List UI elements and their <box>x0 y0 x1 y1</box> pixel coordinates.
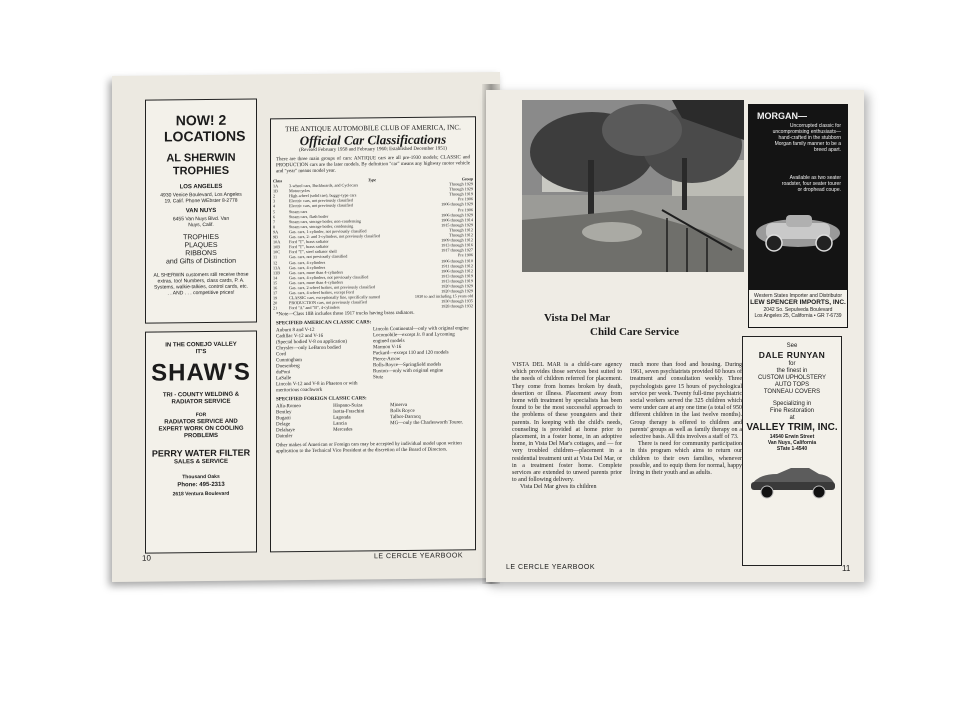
class-group: 1911 through 1912 <box>441 262 473 269</box>
class-type: Steam cars, storage boiler, condensing <box>289 223 354 230</box>
class-group: Through 1929 <box>449 181 473 187</box>
class-type: CLASSIC cars, exceptionally fine, specifically named <box>289 294 380 301</box>
american-car-item: Cord <box>276 352 286 358</box>
sherwin-loc2-addr: 6455 Van Nuys Blvd. Van Nuys, Calif. <box>172 215 230 229</box>
runyan-line1: CUSTOM UPHOLSTERY <box>757 375 827 381</box>
class-type: Gas. cars, 1-cylinder, not previously classified <box>289 228 367 235</box>
class-code: 9A <box>273 229 279 235</box>
class-group: Through 1912 <box>449 232 473 238</box>
foreign-car-item: Delage <box>276 422 291 428</box>
class-group: 1913 through 1919 <box>441 278 473 284</box>
foreign-car-item: Alfa-Romeo <box>276 404 301 410</box>
article-col2-end: There is need for community participation in this program which aims to return our children to their own families, whenever possible, and to equip them for normal, happy living in their youth and as adults. <box>630 441 742 477</box>
article-column-1 <box>512 362 622 492</box>
american-car-item: Chrysler—only LeBaron bodied <box>276 346 341 352</box>
convertible-car-illustration <box>747 456 837 500</box>
runyan-name: DALE RUNYAN <box>758 350 826 360</box>
american-car-item: Locomobile—except Jr. 8 and Lycoming engined models <box>373 332 455 345</box>
foreign-right <box>390 403 470 440</box>
sherwin-name: AL SHERWIN TROPHIES <box>166 151 236 178</box>
shaws-addr: 2618 Ventura Boulevard <box>172 490 230 498</box>
foreign-lists <box>276 403 470 441</box>
col-group: Group <box>461 176 473 182</box>
class-group: Pre 1906 <box>457 206 473 212</box>
foreign-car-item: Minerva <box>390 403 408 409</box>
class-type: PRODUCTION cars, not previously classified <box>289 299 367 306</box>
class-type: Gas. cars, more than 4-cylinders <box>289 279 344 286</box>
shaws-phone: Phone: 495-2313 <box>177 481 225 489</box>
class-group: 1906 through 1912 <box>441 267 473 274</box>
class-code: 13A <box>273 264 281 270</box>
class-type: Gas. cars, 4-cylinders <box>289 259 326 265</box>
classifications-intro: There are three main groups of cars: ANTIQUE cars are all pre-1930 models; CLASSIC and PRODUCTION cars are the later models. By definition "car" means any highway motor vehicle and "year" means model year. <box>276 155 470 175</box>
class-group: 1913 through 1919 <box>441 273 473 279</box>
foreign-car-item: Hispano-Suiza <box>333 403 363 410</box>
runyan-for: for <box>788 361 796 367</box>
sherwin-headline: NOW! 2 LOCATIONS <box>164 111 246 145</box>
shaws-filter: PERRY WATER FILTER <box>151 447 251 459</box>
club-name: THE ANTIQUE AUTOMOBILE CLUB OF AMERICA, INC. <box>285 123 461 134</box>
american-car-item: Ruxton—only with original engine <box>373 369 444 375</box>
foreign-title: SPECIFIED FOREIGN CLASSIC CARS: <box>276 396 367 403</box>
class-group: 1930 to and including 15 years old <box>414 293 473 300</box>
class-group: 1906 through 1929 <box>441 211 473 218</box>
shaws-intro: IN THE CONEJO VALLEY IT'S <box>165 341 237 356</box>
class-code: 10B <box>273 244 280 250</box>
class-code: 13B <box>273 269 280 276</box>
american-car-item: Duesenberg <box>276 364 300 370</box>
article-title-line1: Vista Del Mar <box>544 312 611 324</box>
sherwin-loc2-title: VAN NUYS <box>185 207 217 215</box>
article-column-2 <box>630 362 742 477</box>
american-right <box>373 327 470 394</box>
class-group: 1906 through 1929 <box>441 201 473 208</box>
class-code: 17 <box>273 290 278 296</box>
right-page-number: 11 <box>842 564 851 573</box>
class-code: 10A <box>273 239 281 245</box>
runyan-spec: Specializing in <box>772 401 812 407</box>
class-type: Ford "T", steel radiator shell <box>289 248 337 255</box>
runyan-phone: STate 1-4540 <box>776 446 808 452</box>
class-code: 12 <box>273 259 278 265</box>
class-type: Gas. cars, 2- and 3-cylinders, not previously classified <box>289 233 380 240</box>
col-type: Type <box>367 177 377 183</box>
shaws-for: FOR <box>195 412 207 419</box>
foreign-car-item: Bugatti <box>276 416 291 422</box>
class-type: Ford "T", brass radiator <box>289 243 329 250</box>
article-col2-text: much more than food and housing. During 1961, seven psychiatrists provided 60 hours of treatment and consultation weekly. Three psychologists gave 15 hours of psychological service per week. Twenty full-time psychiatric social workers served the 325 children which were under care at any one time (a total of 950 different children in the last twelve months). Group therapy is offered to children and parents' groups as well as family therapy on a selective basis. All this involves a staff of 73. <box>630 362 742 441</box>
runyan-address2: Van Nuys, California <box>767 440 817 446</box>
american-car-item: Stutz <box>373 375 384 381</box>
american-title: SPECIFIED AMERICAN CLASSIC CARS: <box>276 320 372 327</box>
left-page-number: 10 <box>142 553 151 563</box>
vista-del-mar-photo <box>522 100 744 272</box>
foreign-car-item: Isotta-Fraschini <box>333 409 365 416</box>
article-col1-end: Vista Del Mar gives its children <box>520 484 597 491</box>
foreign-car-item: Lagonda <box>333 415 351 422</box>
shaws-welding-ad <box>145 331 257 554</box>
class-group: 1917 through 1927 <box>441 247 473 253</box>
class-code: 6 <box>273 213 276 220</box>
morgan-city: Los Angeles 25, California • GR 7-6739 <box>754 313 842 319</box>
class-type: Gas. cars, 2-wheel brakes, not previously classified <box>289 284 375 291</box>
class-code: 2 <box>273 193 276 199</box>
american-car-item: Marmon V-16 <box>373 345 402 351</box>
class-group: Pre 1906 <box>457 196 473 202</box>
class-code: 5 <box>273 208 276 214</box>
class-type: Electric cars, not previously classified <box>289 202 353 209</box>
class-code: 3 <box>273 198 276 204</box>
class-group: Through 1919 <box>449 191 473 197</box>
class-code: 1A <box>273 183 279 189</box>
american-car-item: (Special bodied V-8 on application) <box>276 340 348 346</box>
class-code: 21 <box>273 305 278 311</box>
runyan-at: at <box>789 415 795 421</box>
class-group: 1920 through 1929 <box>441 283 473 289</box>
morgan-car-illustration <box>750 199 846 259</box>
foreign-car-item: Lancia <box>333 422 347 428</box>
left-page-footer: LE CERCLE YEARBOOK <box>374 552 464 561</box>
class-group: 1913 through 1916 <box>441 242 473 248</box>
shaws-town: Thousand Oaks <box>182 473 220 481</box>
morgan-ad <box>748 104 848 328</box>
class-table-body <box>271 181 475 310</box>
class-code: 14 <box>273 275 278 281</box>
class-code: 16 <box>273 285 278 291</box>
class-type: Gas. cars, 4-cylinders, not previously classified <box>289 274 369 280</box>
class-type: Steam cars, storage boiler, non-condensing <box>289 218 361 224</box>
class-row <box>271 304 475 311</box>
article-title-line2: Child Care Service <box>590 326 680 338</box>
morgan-availability: Available as two seater roadster, four seater tourer or drophead coupe. <box>781 175 841 193</box>
class-group: 1909 through 1912 <box>441 237 473 243</box>
foreign-car-item: Mercedes <box>333 427 353 434</box>
class-group: 1915 through 1929 <box>441 222 473 228</box>
runyan-fine: Fine Restoration <box>769 408 815 414</box>
sherwin-item: and Gifts of Distinction <box>165 257 237 266</box>
class-code: 4 <box>273 203 276 209</box>
classifications-footnote: Other makes of American or Foreign cars may be accepted by individual model upon written application to the Technical Vice President at the discretion of the Board of Directors. <box>276 441 462 455</box>
class-type: Steam cars <box>289 208 308 214</box>
class-code: 1B <box>273 188 278 194</box>
foreign-car-item: Rolls Royce <box>390 409 415 415</box>
runyan-line2: AUTO TOPS <box>774 382 810 388</box>
american-car-item: LaSalle <box>276 376 292 382</box>
foreign-left <box>276 404 333 441</box>
sherwin-item: RIBBONS <box>185 249 217 258</box>
runyan-finest: the finest in <box>776 368 808 374</box>
class-type: Ford "A" and "B", 4-cylinders <box>289 304 340 311</box>
car-classifications-box <box>270 116 476 552</box>
class-group: Through 1912 <box>449 227 473 233</box>
class-group: Pre 1906 <box>457 252 473 258</box>
sherwin-loc1-title: LOS ANGELES <box>179 183 223 191</box>
class-group: 1906 through 1910 <box>441 257 473 264</box>
sherwin-trophies-ad <box>145 99 257 324</box>
class-type: Gas. cars, more than 4-cylinders <box>289 269 344 275</box>
american-lists <box>276 327 470 395</box>
left-page <box>112 72 500 582</box>
morgan-title: MORGAN— <box>757 111 807 121</box>
shaws-sales: SALES & SERVICE <box>174 458 228 466</box>
class-note: *Note—Class 10B includes those 1917 trucks having brass radiators. <box>276 311 415 318</box>
class-code: 9B <box>273 234 278 240</box>
class-type: Gas. cars, 4-wheel brakes, except Ford <box>289 289 354 296</box>
foreign-car-item: Delahaye <box>276 428 295 434</box>
morgan-importer-label: Western States Importer and Distributor <box>754 293 842 299</box>
american-car-item: Auburn 8 and V-12 <box>276 328 315 334</box>
right-page <box>486 90 864 582</box>
foreign-mid <box>333 404 390 441</box>
class-group: 1906 through 1914 <box>441 217 473 223</box>
foreign-car-item: MG—only the Charlesworth Tourer. <box>390 420 464 427</box>
class-type: Motorcycles <box>289 188 310 194</box>
class-group: Through 1929 <box>449 186 473 192</box>
runyan-see: See <box>786 343 798 349</box>
runyan-address1: 14540 Erwin Street <box>769 434 815 440</box>
sherwin-loc1-addr: 4930 Venice Boulevard, Los Angeles 19, Calif. Phone WEbster 8-2778 <box>160 191 242 205</box>
dale-runyan-ad <box>742 336 842 566</box>
american-left <box>276 328 373 395</box>
american-car-item: Lincoln Continental—only with original engine <box>373 326 469 333</box>
runyan-shop: VALLEY TRIM, INC. <box>746 422 838 433</box>
class-code: 20 <box>273 300 278 306</box>
morgan-importer: LEW SPENCER IMPORTS, INC. <box>750 299 846 306</box>
morgan-tagline: Uncorrupted classic for uncompromising enthusiasts—hand-crafted in the stubborn Morgan family manner to be a breed apart. <box>772 123 841 153</box>
class-group: 1930 through 1935 <box>441 298 473 304</box>
runyan-line3: TONNEAU COVERS <box>763 389 821 395</box>
class-code: 15 <box>273 280 278 286</box>
col-class: Class <box>273 178 283 184</box>
foreign-car-item: Daimler <box>276 434 293 440</box>
morgan-address: 2042 So. Sepulveda Boulevard <box>763 307 833 313</box>
shaws-service: RADIATOR SERVICE AND EXPERT WORK ON COOLING PROBLEMS <box>158 418 244 440</box>
class-code: 7 <box>273 219 276 225</box>
class-code: 19 <box>273 295 278 301</box>
american-car-item: Packard—except 110 and 120 models <box>373 350 449 357</box>
class-code: 11 <box>273 254 278 260</box>
shaws-name: SHAW'S <box>151 358 251 387</box>
class-group: 1928 through 1932 <box>441 303 473 309</box>
shaws-sub: TRI - COUNTY WELDING & RADIATOR SERVICE <box>162 391 240 406</box>
sherwin-note: AL SHERWIN customers still receive those extras, too! Numbers, class cards, P. A. Systems, walkie-talkies, control cards, etc. . . AND . . . competitive prices! <box>153 271 249 297</box>
class-type: Ford "T", brass radiator <box>289 238 329 245</box>
classifications-title: Official Car Classifications <box>299 131 447 149</box>
class-type: High-wheel (solid tire), buggy-type cars <box>289 192 357 199</box>
american-car-item: Rolls-Royce—Springfield models <box>373 363 442 369</box>
sherwin-item: TROPHIES <box>183 233 219 242</box>
american-car-item: Lincoln V-12 and V-8 in Phaeton or with meritorious coachwork <box>276 381 358 394</box>
sherwin-item: PLAQUES <box>184 241 218 250</box>
american-car-item: Cunningham <box>276 358 302 364</box>
class-group: 1920 through 1929 <box>441 288 473 294</box>
class-code: 8 <box>273 224 276 230</box>
class-type: Electric cars, not previously classified <box>289 197 353 204</box>
foreign-car-item: Talbot-Darracq <box>390 415 421 421</box>
class-type: Steam cars, flash boiler <box>289 213 329 219</box>
class-type: 3-wheel cars, Buckboards, and Cyclecars <box>289 182 359 189</box>
foreign-car-item: Bentley <box>276 410 292 416</box>
american-car-item: duPont <box>276 370 291 376</box>
american-car-item: Cadillac V-12 and V-16 <box>276 334 324 340</box>
classifications-revised: (Revised February 1958 and February 1960; Established December 1951) <box>299 146 447 154</box>
article-col1-text: VISTA DEL MAR is a child-care agency which provides those services best suited to the needs of children referred for placement. They come from homes broken by death, desertion or illness. Placement away from home with treatment by specialists has been found to be the most successful approach to the problems of these youngsters and their parents. In keeping with the child's needs, counseling is provided at home prior to placement, in a foster home, in an adoptive home, in Vista Del Mar's cottages, and — for very troubled children—placement in a residential treatment unit at Vista Del Mar, or in a treatment foster home. Complete services are extended to unwed parents prior to and following delivery. <box>512 362 622 484</box>
class-type: Gas. cars, 4-cylinders <box>289 264 326 270</box>
class-type: Gas. cars, not previously classified <box>289 253 348 260</box>
courtyard-photo-graphic <box>522 100 744 272</box>
right-page-footer: LE CERCLE YEARBOOK <box>506 564 596 571</box>
class-code: 10C <box>273 249 280 255</box>
american-car-item: Pierce-Arrow <box>373 357 401 363</box>
